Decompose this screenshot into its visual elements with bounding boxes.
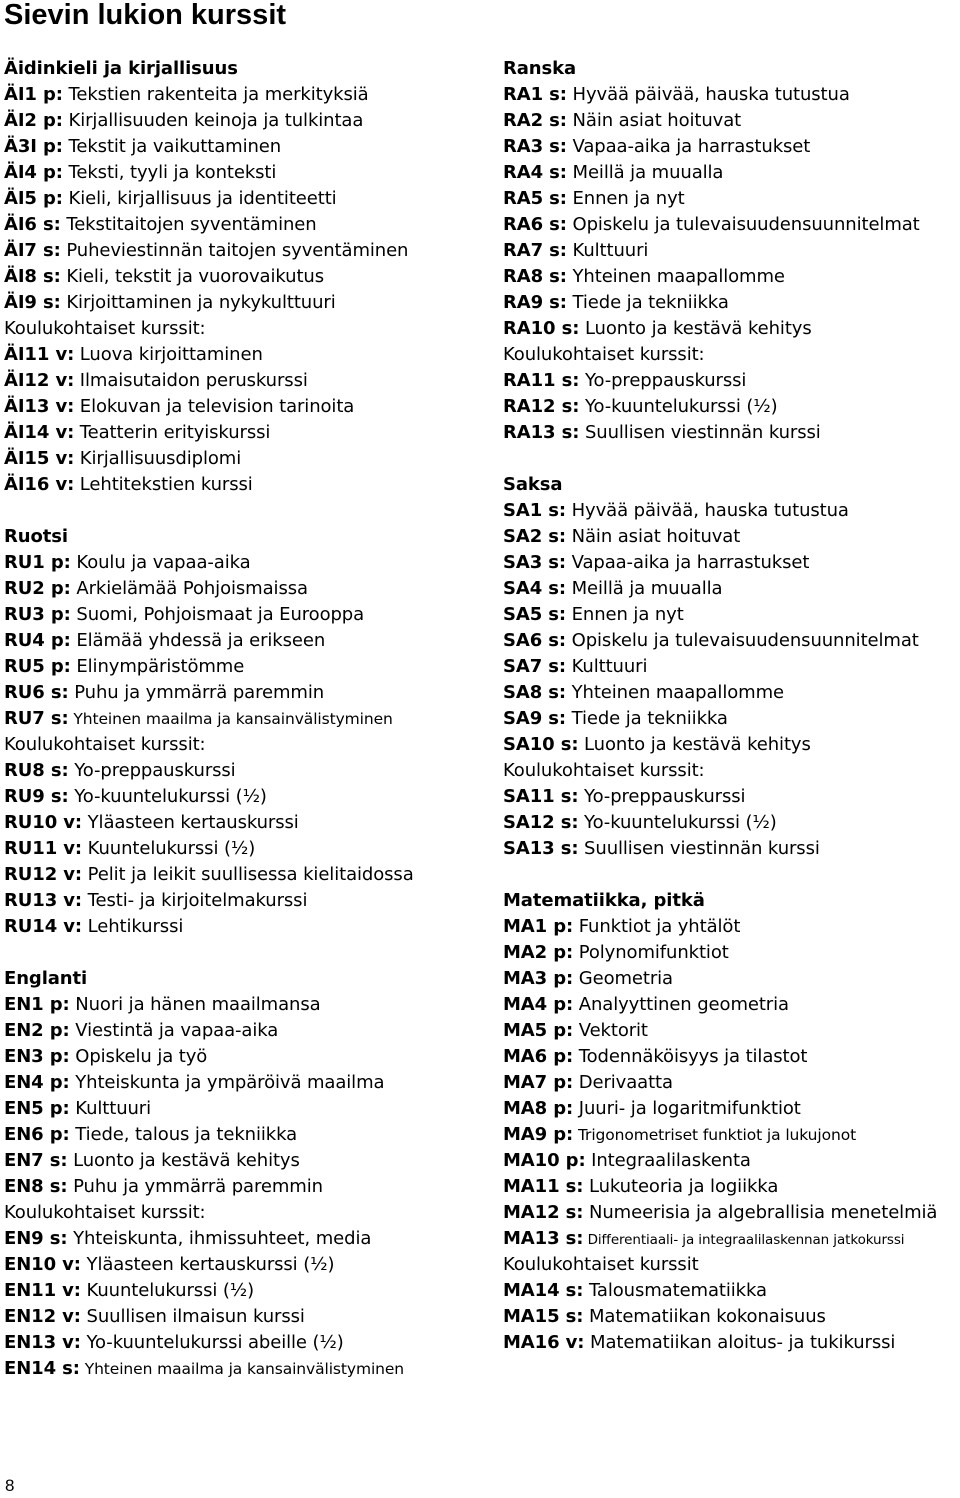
course-name: Numeerisia ja algebrallisia menetelmiä (583, 1202, 938, 1223)
page-title: Sievin lukion kurssit (4, 0, 287, 31)
course-line (503, 966, 960, 992)
section-ranska (503, 56, 960, 446)
course-code: MA7 p: (503, 1072, 574, 1093)
course-line (4, 1356, 474, 1382)
course-line (4, 628, 474, 654)
course-code: SA9 s: (503, 708, 566, 729)
course-code: ÄI8 s: (4, 266, 61, 287)
course-code: MA16 v: (503, 1332, 585, 1353)
course-line (503, 810, 960, 836)
course-line (4, 1096, 474, 1122)
subheading-text: Koulukohtaiset kurssit: (503, 760, 705, 781)
course-code: RA10 s: (503, 318, 580, 339)
course-code: RA4 s: (503, 162, 567, 183)
course-name: Luonto ja kestävä kehitys (578, 734, 811, 755)
course-name: Tekstien rakenteita ja merkityksiä (62, 84, 369, 105)
course-name: Meillä ja muualla (566, 578, 723, 599)
subheading-text: Koulukohtaiset kurssit (503, 1254, 699, 1275)
course-line (4, 1018, 474, 1044)
course-code: SA4 s: (503, 578, 566, 599)
course-name: Meillä ja muualla (566, 162, 724, 183)
section-heading: Matematiikka, pitkä (503, 890, 705, 911)
course-code: RA13 s: (503, 422, 580, 443)
course-name: Tiede ja tekniikka (566, 708, 728, 729)
section-ruotsi (4, 524, 474, 940)
course-line (4, 186, 474, 212)
course-name: Yo-kuuntelukurssi abeille (½) (80, 1332, 344, 1353)
course-code: SA2 s: (503, 526, 566, 547)
course-line (4, 368, 474, 394)
course-name: Yhteiskunta ja ympäröivä maailma (69, 1072, 385, 1093)
course-line (4, 1148, 474, 1174)
course-code: EN9 s: (4, 1228, 68, 1249)
course-name: Lehtitekstien kurssi (74, 474, 253, 495)
course-code: SA8 s: (503, 682, 566, 703)
course-code: RU2 p: (4, 578, 71, 599)
course-code: SA12 s: (503, 812, 579, 833)
subheading-text: Koulukohtaiset kurssit: (4, 318, 206, 339)
course-name: Talousmatematiikka (583, 1280, 767, 1301)
course-line (4, 1330, 474, 1356)
course-name: Geometria (573, 968, 673, 989)
course-line (503, 420, 960, 446)
course-line (503, 940, 960, 966)
course-name: Kulttuuri (566, 240, 649, 261)
course-name: Elinympäristömme (70, 656, 245, 677)
course-name: Juuri- ja logaritmifunktiot (573, 1098, 801, 1119)
course-code: EN14 s: (4, 1358, 80, 1379)
course-line (503, 1096, 960, 1122)
course-line (4, 680, 474, 706)
course-name: Kuuntelukurssi (½) (80, 1280, 255, 1301)
course-line (4, 1226, 474, 1252)
course-name: Suomi, Pohjoismaat ja Eurooppa (70, 604, 365, 625)
course-code: MA9 p: (503, 1124, 574, 1145)
course-code: SA11 s: (503, 786, 579, 807)
course-name: Integraalilaskenta (585, 1150, 751, 1171)
course-code: RA9 s: (503, 292, 567, 313)
course-line (503, 212, 960, 238)
course-code: EN10 v: (4, 1254, 81, 1275)
course-code: MA1 p: (503, 916, 574, 937)
course-name: Yläasteen kertauskurssi (½) (80, 1254, 335, 1275)
section-heading: Ruotsi (4, 526, 68, 547)
course-name: Kieli, tekstit ja vuorovaikutus (60, 266, 325, 287)
course-line (4, 1070, 474, 1096)
subheading-local-courses (503, 758, 960, 784)
course-name: Luonto ja kestävä kehitys (579, 318, 812, 339)
course-line (4, 888, 474, 914)
course-name: Lehtikurssi (82, 916, 184, 937)
course-name: Ennen ja nyt (566, 604, 684, 625)
course-name: Yhteinen maapallomme (566, 682, 784, 703)
course-name: Suullisen viestinnän kurssi (579, 422, 821, 443)
course-line (4, 914, 474, 940)
course-line (4, 134, 474, 160)
course-name: Teksti, tyyli ja konteksti (62, 162, 277, 183)
course-code: RA7 s: (503, 240, 567, 261)
course-code: MA2 p: (503, 942, 574, 963)
course-line (503, 706, 960, 732)
course-line (4, 1122, 474, 1148)
course-code: RA3 s: (503, 136, 567, 157)
course-name: Suullisen ilmaisun kurssi (80, 1306, 305, 1327)
course-line (503, 1044, 960, 1070)
course-code: MA4 p: (503, 994, 574, 1015)
course-line (4, 992, 474, 1018)
course-code: RA8 s: (503, 266, 567, 287)
course-name: Vapaa-aika ja harrastukset (566, 136, 811, 157)
subheading-text: Koulukohtaiset kurssit: (503, 344, 705, 365)
course-line (503, 186, 960, 212)
course-name: Opiskelu ja tulevaisuudensuunnitelmat (566, 214, 920, 235)
course-code: EN3 p: (4, 1046, 70, 1067)
subheading-text: Koulukohtaiset kurssit: (4, 734, 206, 755)
course-line (503, 1278, 960, 1304)
course-name: Puheviestinnän taitojen syventäminen (60, 240, 409, 261)
course-name: Viestintä ja vapaa-aika (69, 1020, 279, 1041)
course-code: RU9 s: (4, 786, 69, 807)
course-code: RA6 s: (503, 214, 567, 235)
page-number: 8 (5, 1476, 15, 1495)
course-name: Trigonometriset funktiot ja lukujonot (573, 1126, 857, 1144)
course-code: RA11 s: (503, 370, 580, 391)
course-code: SA6 s: (503, 630, 566, 651)
section-heading: Äidinkieli ja kirjallisuus (4, 58, 238, 79)
subheading-local-courses (503, 342, 960, 368)
course-code: ÄI5 p: (4, 188, 63, 209)
course-code: ÄI6 s: (4, 214, 61, 235)
course-line (4, 1278, 474, 1304)
course-name: Ennen ja nyt (566, 188, 685, 209)
course-line (4, 290, 474, 316)
course-code: SA10 s: (503, 734, 579, 755)
course-code: Ä3I p: (4, 136, 63, 157)
course-line (503, 1330, 960, 1356)
section-heading: Ranska (503, 58, 577, 79)
course-code: SA1 s: (503, 500, 566, 521)
course-name: Kulttuuri (566, 656, 648, 677)
course-code: ÄI14 v: (4, 422, 75, 443)
course-name: Yo-preppauskurssi (578, 786, 746, 807)
course-line (4, 160, 474, 186)
course-name: Tekstit ja vaikuttaminen (62, 136, 282, 157)
course-line (503, 1174, 960, 1200)
course-name: Differentiaali- ja integraalilaskennan jatkokurssi (583, 1232, 905, 1248)
course-code: SA13 s: (503, 838, 579, 859)
course-line (4, 836, 474, 862)
course-line (4, 706, 474, 732)
course-line (4, 810, 474, 836)
course-line (4, 784, 474, 810)
course-code: ÄI12 v: (4, 370, 75, 391)
course-code: EN7 s: (4, 1150, 68, 1171)
course-line (503, 1122, 960, 1148)
course-line (4, 264, 474, 290)
course-line (4, 82, 474, 108)
course-code: ÄI15 v: (4, 448, 75, 469)
course-name: Pelit ja leikit suullisessa kielitaidossa (82, 864, 414, 885)
course-name: Matematiikan aloitus- ja tukikurssi (584, 1332, 896, 1353)
course-name: Opiskelu ja työ (69, 1046, 208, 1067)
left-column (4, 56, 474, 1408)
course-name: Analyyttinen geometria (573, 994, 789, 1015)
course-code: RU13 v: (4, 890, 83, 911)
course-code: RU8 s: (4, 760, 69, 781)
course-line (503, 316, 960, 342)
course-name: Yo-preppauskurssi (68, 760, 236, 781)
course-name: Tiede ja tekniikka (566, 292, 729, 313)
course-name: Koulu ja vapaa-aika (70, 552, 251, 573)
course-code: RU7 s: (4, 708, 69, 729)
course-line (4, 1174, 474, 1200)
course-line (4, 1304, 474, 1330)
course-name: Tiede, talous ja tekniikka (69, 1124, 298, 1145)
section-matematiikka-pitka (503, 888, 960, 1356)
course-line (4, 1044, 474, 1070)
course-line (503, 602, 960, 628)
course-code: MA6 p: (503, 1046, 574, 1067)
course-name: Luonto ja kestävä kehitys (67, 1150, 300, 1171)
course-code: EN12 v: (4, 1306, 81, 1327)
course-code: RU14 v: (4, 916, 83, 937)
course-line (503, 524, 960, 550)
course-name: Yläasteen kertauskurssi (82, 812, 299, 833)
course-code: ÄI4 p: (4, 162, 63, 183)
course-code: MA10 p: (503, 1150, 586, 1171)
section-heading: Saksa (503, 474, 563, 495)
course-name: Yo-kuuntelukurssi (½) (68, 786, 267, 807)
section-heading: Englanti (4, 968, 88, 989)
course-code: EN1 p: (4, 994, 70, 1015)
course-code: ÄI7 s: (4, 240, 61, 261)
course-name: Hyvää päivää, hauska tutustua (566, 84, 850, 105)
course-line (503, 1200, 960, 1226)
course-line (503, 160, 960, 186)
course-line (4, 758, 474, 784)
course-name: Funktiot ja yhtälöt (573, 916, 741, 937)
course-code: MA15 s: (503, 1306, 584, 1327)
course-name: Yhteinen maailma ja kansainvälistyminen (68, 710, 393, 728)
course-code: EN2 p: (4, 1020, 70, 1041)
course-code: SA7 s: (503, 656, 566, 677)
course-line (503, 498, 960, 524)
course-code: ÄI16 v: (4, 474, 75, 495)
course-name: Yhteiskunta, ihmissuhteet, media (67, 1228, 372, 1249)
course-line (503, 836, 960, 862)
course-code: MA11 s: (503, 1176, 584, 1197)
course-name: Vapaa-aika ja harrastukset (566, 552, 810, 573)
course-line (503, 576, 960, 602)
course-name: Todennäköisyys ja tilastot (573, 1046, 808, 1067)
course-line (503, 1070, 960, 1096)
section-saksa (503, 472, 960, 862)
course-line (503, 108, 960, 134)
course-code: SA5 s: (503, 604, 566, 625)
course-code: MA8 p: (503, 1098, 574, 1119)
subheading-local-courses (503, 1252, 960, 1278)
course-line (503, 264, 960, 290)
course-name: Suullisen viestinnän kurssi (578, 838, 820, 859)
course-name: Ilmaisutaidon peruskurssi (74, 370, 308, 391)
course-name: Opiskelu ja tulevaisuudensuunnitelmat (566, 630, 919, 651)
course-name: Yo-kuuntelukurssi (½) (579, 396, 778, 417)
course-name: Kieli, kirjallisuus ja identiteetti (62, 188, 337, 209)
course-line (4, 446, 474, 472)
course-line (503, 1018, 960, 1044)
course-code: RU6 s: (4, 682, 69, 703)
course-line (503, 732, 960, 758)
course-line (503, 654, 960, 680)
course-line (4, 212, 474, 238)
course-code: ÄI1 p: (4, 84, 63, 105)
course-name: Derivaatta (573, 1072, 673, 1093)
course-name: Näin asiat hoituvat (566, 526, 741, 547)
course-name: Lukuteoria ja logiikka (583, 1176, 779, 1197)
subheading-local-courses (4, 316, 474, 342)
course-line (503, 238, 960, 264)
course-code: ÄI11 v: (4, 344, 75, 365)
course-line (503, 992, 960, 1018)
course-name: Arkielämää Pohjoismaissa (70, 578, 308, 599)
course-line (4, 1252, 474, 1278)
course-name: Kulttuuri (69, 1098, 152, 1119)
course-line (503, 550, 960, 576)
course-line (503, 784, 960, 810)
course-name: Tekstitaitojen syventäminen (60, 214, 317, 235)
course-code: EN5 p: (4, 1098, 70, 1119)
course-name: Näin asiat hoituvat (566, 110, 742, 131)
course-line (4, 472, 474, 498)
course-code: EN4 p: (4, 1072, 70, 1093)
course-line (4, 394, 474, 420)
right-column (503, 56, 960, 1382)
course-code: SA3 s: (503, 552, 566, 573)
course-line (4, 654, 474, 680)
course-line (503, 134, 960, 160)
course-code: MA12 s: (503, 1202, 584, 1223)
course-line (4, 238, 474, 264)
course-line (4, 108, 474, 134)
subheading-local-courses (4, 1200, 474, 1226)
course-name: Hyvää päivää, hauska tutustua (566, 500, 849, 521)
course-code: RA5 s: (503, 188, 567, 209)
course-name: Luova kirjoittaminen (74, 344, 263, 365)
course-line (4, 602, 474, 628)
course-name: Teatterin erityiskurssi (74, 422, 271, 443)
course-code: MA5 p: (503, 1020, 574, 1041)
course-line (503, 680, 960, 706)
course-name: Nuori ja hänen maailmansa (69, 994, 321, 1015)
course-name: Vektorit (573, 1020, 648, 1041)
course-code: EN11 v: (4, 1280, 81, 1301)
course-line (4, 576, 474, 602)
course-line (503, 628, 960, 654)
section-englanti (4, 966, 474, 1382)
course-line (503, 368, 960, 394)
course-name: Testi- ja kirjoitelmakurssi (82, 890, 308, 911)
course-code: MA3 p: (503, 968, 574, 989)
course-code: RU12 v: (4, 864, 83, 885)
course-name: Puhu ja ymmärrä paremmin (68, 682, 325, 703)
course-line (503, 82, 960, 108)
course-name: Matematiikan kokonaisuus (583, 1306, 826, 1327)
course-code: ÄI9 s: (4, 292, 61, 313)
course-line (503, 290, 960, 316)
course-code: EN8 s: (4, 1176, 68, 1197)
course-code: MA13 s: (503, 1228, 584, 1249)
course-code: EN13 v: (4, 1332, 81, 1353)
course-name: Yo-kuuntelukurssi (½) (578, 812, 777, 833)
course-code: ÄI2 p: (4, 110, 63, 131)
course-code: RU5 p: (4, 656, 71, 677)
section-aidinkieli-ja-kirjallisuus (4, 56, 474, 498)
course-code: RU4 p: (4, 630, 71, 651)
course-line (503, 1226, 960, 1252)
course-name: Kirjallisuuden keinoja ja tulkintaa (62, 110, 364, 131)
course-name: Puhu ja ymmärrä paremmin (67, 1176, 323, 1197)
course-name: Kirjallisuusdiplomi (74, 448, 242, 469)
course-code: RA12 s: (503, 396, 580, 417)
course-line (503, 1148, 960, 1174)
subheading-text: Koulukohtaiset kurssit: (4, 1202, 206, 1223)
course-name: Polynomifunktiot (573, 942, 729, 963)
course-name: Yo-preppauskurssi (579, 370, 747, 391)
course-name: Elokuvan ja television tarinoita (74, 396, 355, 417)
course-code: RU11 v: (4, 838, 83, 859)
course-code: EN6 p: (4, 1124, 70, 1145)
course-name: Kirjoittaminen ja nykykulttuuri (60, 292, 336, 313)
course-line (503, 394, 960, 420)
course-code: MA14 s: (503, 1280, 584, 1301)
course-code: RU1 p: (4, 552, 71, 573)
course-line (4, 550, 474, 576)
course-line (4, 862, 474, 888)
course-name: Yhteinen maapallomme (566, 266, 785, 287)
course-code: RA1 s: (503, 84, 567, 105)
course-line (4, 342, 474, 368)
course-line (503, 1304, 960, 1330)
course-name: Elämää yhdessä ja erikseen (70, 630, 326, 651)
subheading-local-courses (4, 732, 474, 758)
course-code: ÄI13 v: (4, 396, 75, 417)
course-line (4, 420, 474, 446)
course-code: RU3 p: (4, 604, 71, 625)
course-code: RU10 v: (4, 812, 83, 833)
course-line (503, 914, 960, 940)
course-name: Yhteinen maailma ja kansainvälistyminen (79, 1360, 405, 1378)
course-code: RA2 s: (503, 110, 567, 131)
course-name: Kuuntelukurssi (½) (82, 838, 256, 859)
